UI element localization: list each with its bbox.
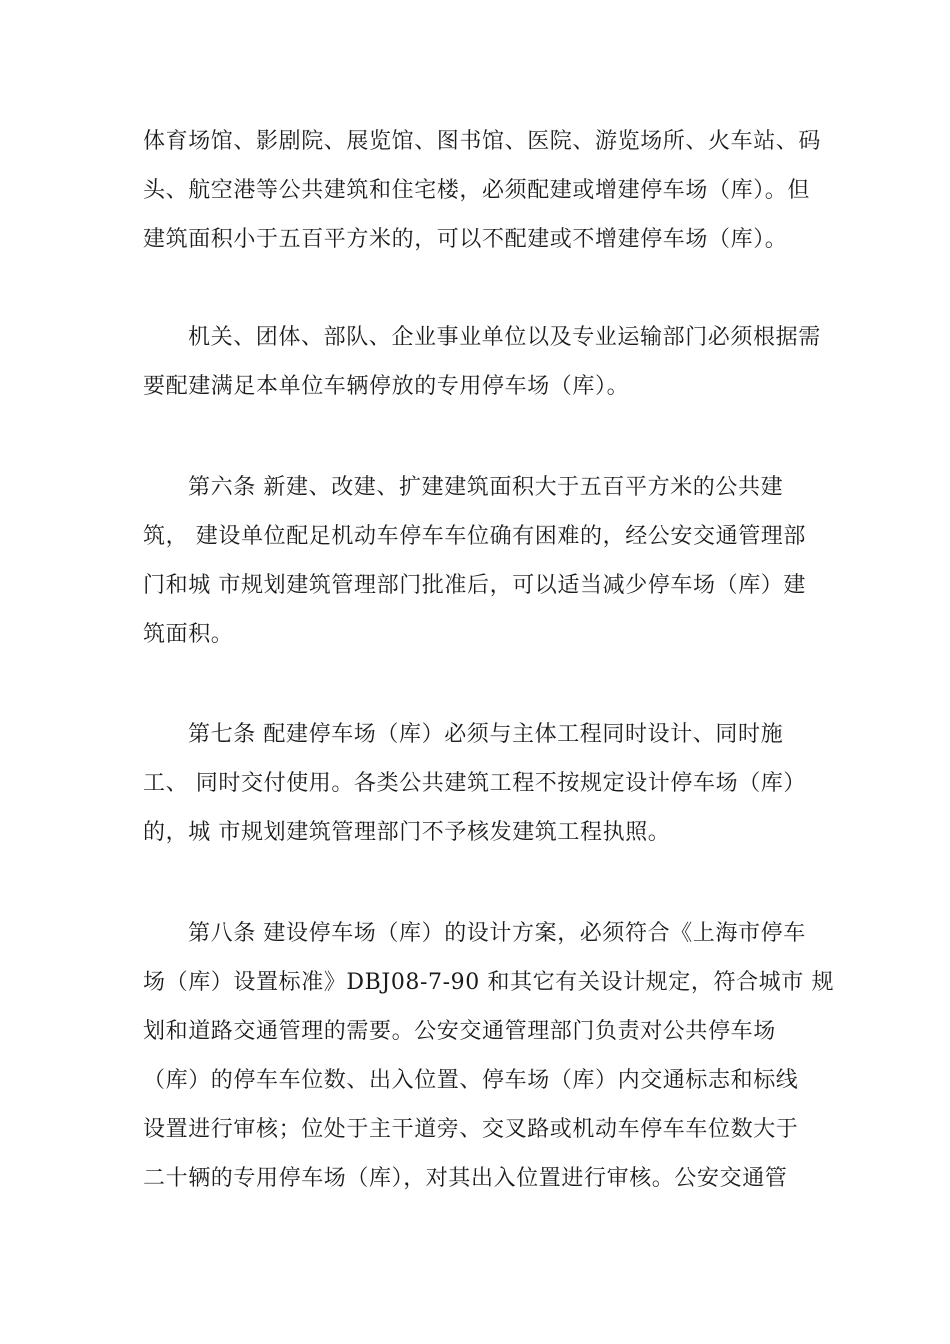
- article-6-line-2: 筑， 建设单位配足机动车停车车位确有困难的，经公安交通管理部: [143, 524, 806, 549]
- article-7-line-3: 的，城 市规划建筑管理部门不予核发建筑工程执照。: [143, 820, 671, 845]
- article-8-line-4: （库）的停车车位数、出入位置、停车场（库）内交通标志和标线: [143, 1068, 799, 1093]
- article-8-line-2: 场（库）设置标准》DBJ08-7-90 和其它有关设计规定，符合城市 规: [143, 970, 835, 995]
- paragraph-2-line-2: 要配建满足本单位车辆停放的专用停车场（库）。: [143, 374, 630, 399]
- paragraph-1-line-1: 体育场馆、影剧院、展览馆、图书馆、医院、游览场所、火车站、码: [143, 129, 822, 154]
- article-7-line-1: 第七条 配建停车场（库）必须与主体工程同时设计、同时施: [188, 722, 784, 747]
- paragraph-2-line-1: 机关、团体、部队、企业事业单位以及专业运输部门必须根据需: [188, 325, 821, 350]
- article-8-line-5: 设置进行审核；位处于主干道旁、交叉路或机动车停车车位数大于: [143, 1117, 799, 1142]
- article-6-line-4: 筑面积。: [143, 622, 234, 647]
- article-8-line-1: 第八条 建设停车场（库）的设计方案，必须符合《上海市停车: [188, 921, 806, 946]
- paragraph-1-line-2: 头、航空港等公共建筑和住宅楼，必须配建或增建停车场（库）。但: [143, 178, 811, 203]
- article-6-line-1: 第六条 新建、改建、扩建建筑面积大于五百平方米的公共建: [188, 475, 784, 500]
- article-7-line-2: 工、 同时交付使用。各类公共建筑工程不按规定设计停车场（库）: [143, 771, 806, 796]
- article-6-line-3: 门和城 市规划建筑管理部门批准后，可以适当减少停车场（库）建: [143, 573, 806, 598]
- article-8-line-3: 划和道路交通管理的需要。公安交通管理部门负责对公共停车场: [143, 1019, 776, 1044]
- article-8-line-6: 二十辆的专用停车场（库），对其出入位置进行审核。公安交通管: [143, 1166, 788, 1191]
- paragraph-1-line-3: 建筑面积小于五百平方米的，可以不配建或不增建停车场（库）。: [143, 227, 788, 252]
